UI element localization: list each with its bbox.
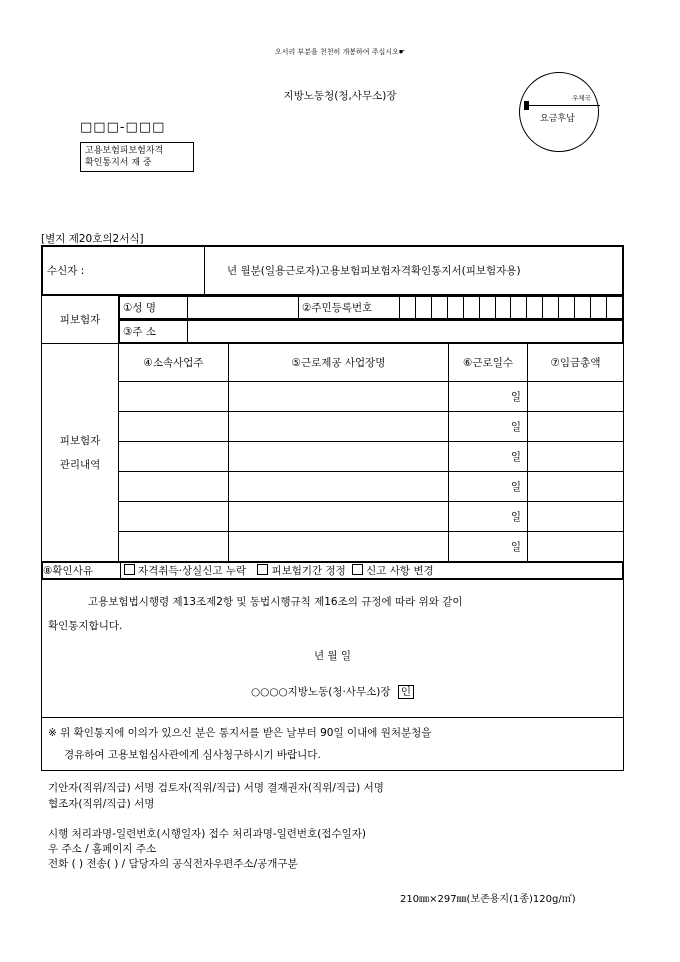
wage-cell[interactable] [528,442,624,472]
reissue-line1: 고용보험피보험자격 [85,146,164,156]
days-cell[interactable]: 일 [449,442,528,472]
wage-cell[interactable] [528,502,624,532]
issue-date: 년 월 일 [313,650,352,662]
reason-checkbox-3[interactable] [352,564,363,575]
insured-label: 피보험자 [42,296,119,344]
workplace-cell[interactable] [229,442,449,472]
reason-option-3: 신고 사항 변경 [366,565,434,577]
form-title: 년 월분(일용근로자)고용보험피보험자격확인통지서(피보험자용) [205,247,623,295]
statement-line1: 고용보험법시행령 제13조제2항 및 동법시행규칙 제16조의 규정에 따라 위와 같이 [88,596,463,608]
reissue-box [80,142,194,172]
table-row [42,442,624,472]
employer-cell[interactable] [119,412,229,442]
wage-cell[interactable] [528,532,624,562]
days-cell[interactable]: 일 [449,532,528,562]
statement-line2: 확인통지합니다. [48,620,123,632]
days-cell[interactable]: 일 [449,412,528,442]
office-name: 지방노동청(청,사무소)장 [283,90,397,102]
approval-line1: 기안자(직위/직급) 서명 검토자(직위/직급) 서명 결재권자(직위/직급) 서명 [48,782,384,794]
table-row [42,412,624,442]
col-wage: ⑦임금총액 [528,344,624,382]
recipient-label: 수신자 : [43,247,205,295]
employer-cell[interactable] [119,442,229,472]
mgmt-label-line1: 피보험자 [59,434,101,447]
reason-option-1: 자격취득·상실신고 누락 [138,565,247,577]
mgmt-label [42,344,119,562]
workplace-cell[interactable] [229,412,449,442]
workplace-cell[interactable] [229,502,449,532]
employer-cell[interactable] [119,382,229,412]
reason-label: ⑧확인사유 [43,563,121,579]
reason-option-2: 피보험기간 정정 [271,565,346,577]
title-row [42,246,624,296]
col-employer: ④소속사업주 [119,344,229,382]
workplace-cell[interactable] [229,472,449,502]
appeal-notice [42,718,624,771]
postage-stamp [519,72,599,152]
notice-line1: ※ 위 확인통지에 이의가 있으신 분은 통지서를 받은 날부터 90일 이내에 원처분청을 [48,727,432,739]
table-row [42,472,624,502]
reason-row [42,562,624,580]
enforcement-line: 시행 처리과명-일련번호(시행일자) 접수 처리과명-일련번호(접수일자) [48,828,366,840]
table-row [42,502,624,532]
table-row [42,382,624,412]
days-cell[interactable]: 일 [449,382,528,412]
ssn-field[interactable] [400,297,623,319]
employer-cell[interactable] [119,532,229,562]
address-line: 우 주소 / 홈페이지 주소 [48,843,157,855]
form-table [41,245,624,771]
notice-line2: 경유하여 고용보험심사관에게 심사청구하시기 바랍니다. [64,749,321,761]
official-seal: 인 [398,685,414,699]
days-cell[interactable]: 일 [449,502,528,532]
workplace-cell[interactable] [229,382,449,412]
workplace-cell[interactable] [229,532,449,562]
wage-cell[interactable] [528,472,624,502]
statement-cell [42,580,624,718]
issuer-line [48,680,617,704]
reason-checkbox-1[interactable] [124,564,135,575]
form-number: [별지 제20호의2서식] [41,233,144,245]
cut-notice: 오서리 부분을 천천히 개봉하여 주십시오☛ [274,48,406,56]
reason-checkbox-2[interactable] [257,564,268,575]
wage-cell[interactable] [528,412,624,442]
name-field[interactable] [188,297,299,319]
ssn-label: ②주민등록번호 [299,297,400,319]
stamp-divider [529,105,600,106]
approval-line2: 협조자(직위/직급) 서명 [48,798,155,810]
name-label: ①성 명 [120,297,188,319]
employer-cell[interactable] [119,502,229,532]
stamp-bottom-text: 요금후납 [540,114,575,124]
stamp-top-text: 우체국 [572,94,591,102]
col-workplace: ⑤근로제공 사업장명 [229,344,449,382]
mgmt-label-line2: 관리내역 [59,458,101,471]
table-row [42,532,624,562]
postal-code-boxes: □□□-□□□ [80,120,166,135]
employer-cell[interactable] [119,472,229,502]
wage-cell[interactable] [528,382,624,412]
days-cell[interactable]: 일 [449,472,528,502]
contact-line: 전화 ( ) 전송( ) / 담당자의 공식전자우편주소/공개구분 [48,858,298,870]
paper-spec: 210㎜×297㎜(보존용지(1종)120g/㎡) [400,894,576,905]
address-field[interactable] [188,321,623,343]
address-label: ③주 소 [120,321,188,343]
reissue-line2: 확인통지서 재 중 [85,158,152,168]
col-days: ⑥근로일수 [449,344,528,382]
issuer-name: ○○○○지방노동(청·사무소)장 [251,686,391,698]
